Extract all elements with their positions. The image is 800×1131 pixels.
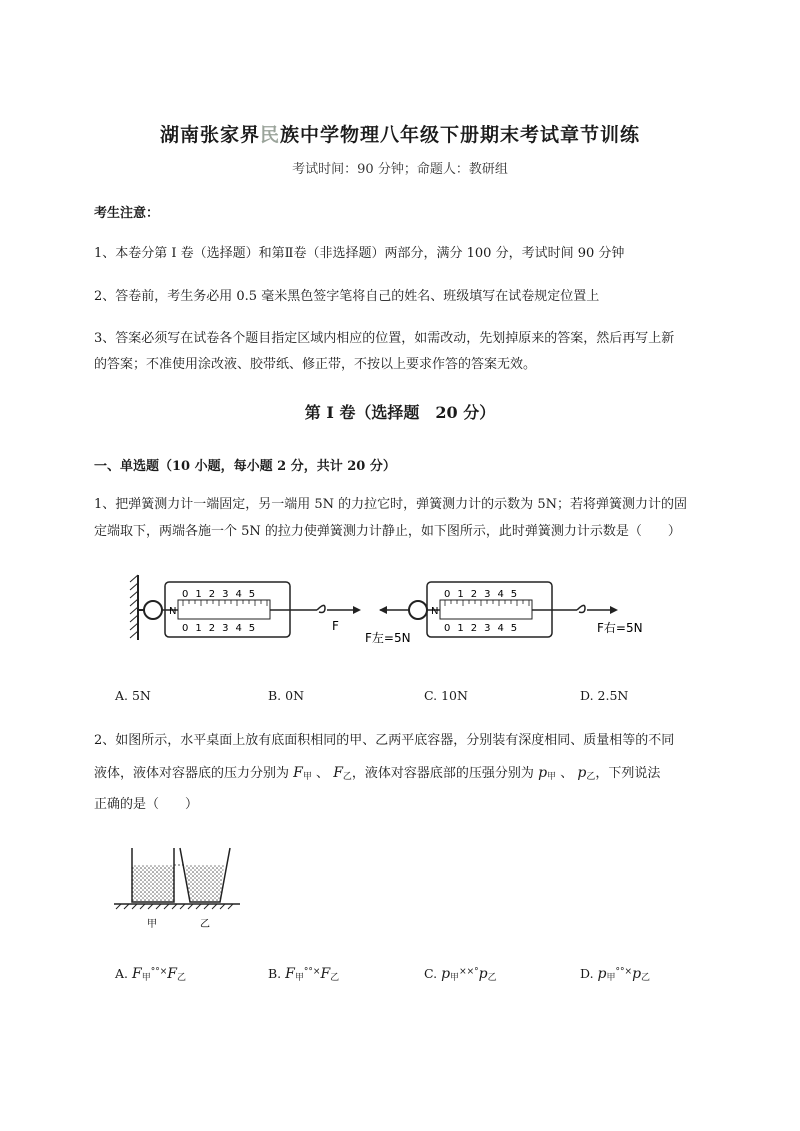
part-heading: 一、单选题（10 小题，每小题 2 分，共计 20 分） [94, 459, 396, 474]
containers-figure [112, 843, 242, 935]
scale-numbers-bottom-right: 012345 [444, 623, 525, 634]
scale-numbers-top-right: 012345 [444, 589, 525, 600]
q1-option-a[interactable]: A. 5N [115, 688, 151, 703]
q2-option-b[interactable]: B. $F_甲^{^\circ^\circ\times}F_乙$ [268, 966, 340, 983]
label-jia: 甲 [147, 919, 157, 930]
notice-heading: 考生注意： [94, 206, 160, 221]
exam-info: 考试时间：90 分钟；命题人：教研组 [292, 162, 508, 177]
q2-option-a[interactable]: A. $F_甲^{^\circ^\circ\times}F_乙$ [115, 966, 187, 983]
q2-line3: 正确的是（ ） [94, 797, 199, 812]
q1-line2: 定端取下，两端各施一个 5N 的拉力使弹簧测力计静止，如下图所示，此时弹簧测力计示数是（ ） [94, 524, 681, 539]
q1-line1: 1、把弹簧测力计一端固定，另一端用 5N 的力拉它时，弹簧测力计的示数为 5N；若将弹簧测力计的固 [94, 497, 687, 512]
label-yi: 乙 [200, 919, 210, 930]
q2-option-c[interactable]: C. $p_甲^{\times\times^\circ}p_乙$ [424, 966, 497, 983]
scale-numbers-top: 012345 [182, 589, 263, 600]
q2-option-d[interactable]: D. $p_甲^{^\circ^\circ\times}p_乙$ [580, 966, 651, 983]
page-title [0, 120, 800, 147]
scale-numbers-bottom: 012345 [182, 623, 263, 634]
q1-option-b[interactable]: B. 0N [268, 688, 305, 703]
force-label-right: F右=5N [597, 621, 643, 635]
q1-option-d[interactable]: D. 2.5N [580, 688, 629, 703]
spring-scale-figure [125, 570, 665, 660]
notice-item-3: 3、答案必须写在试卷各个题目指定区域内相应的位置，如需改动，先划掉原来的答案，然后再写上新 [94, 331, 675, 346]
title-text-part2: 族中学物理八年级下册期末考试章节训练 [280, 124, 641, 146]
section-title: 第 I 卷（选择题 20 分） [304, 403, 496, 422]
notice-item-2: 2、答卷前，考生务必用 0.5 毫米黑色签字笔将自己的姓名、班级填写在试卷规定位置上 [94, 289, 600, 304]
notice-item-3-cont: 的答案；不准使用涂改液、胶带纸、修正带，不按以上要求作答的答案无效。 [94, 357, 537, 372]
q2-line1: 2、如图所示，水平桌面上放有底面积相同的甲、乙两平底容器，分别装有深度相同、质量相等的不同 [94, 733, 675, 748]
spring-scale-left [130, 575, 361, 640]
spring-label-n-right: N [431, 606, 439, 617]
force-label-left: F左=5N [365, 631, 411, 645]
spring-label-n: N [169, 606, 177, 617]
container-jia [132, 848, 174, 902]
force-label-f: F [332, 619, 339, 633]
q2-line2: 液体，液体对容器底的压力分别为 $F_甲$ 、 $F_乙$，液体对容器底部的压强分别为 $p_甲$ 、 $p_乙$，下列说法 [94, 765, 661, 782]
spring-scale-right [365, 582, 643, 645]
notice-item-1: 1、本卷分第 I 卷（选择题）和第Ⅱ卷（非选择题）两部分，满分 100 分，考试时间 90 分钟 [94, 246, 625, 261]
title-text-part1: 湖南张家界 [159, 124, 260, 146]
q1-option-c[interactable]: C. 10N [424, 688, 468, 703]
title-text-highlight: 民 [259, 124, 280, 146]
container-yi [180, 848, 230, 902]
